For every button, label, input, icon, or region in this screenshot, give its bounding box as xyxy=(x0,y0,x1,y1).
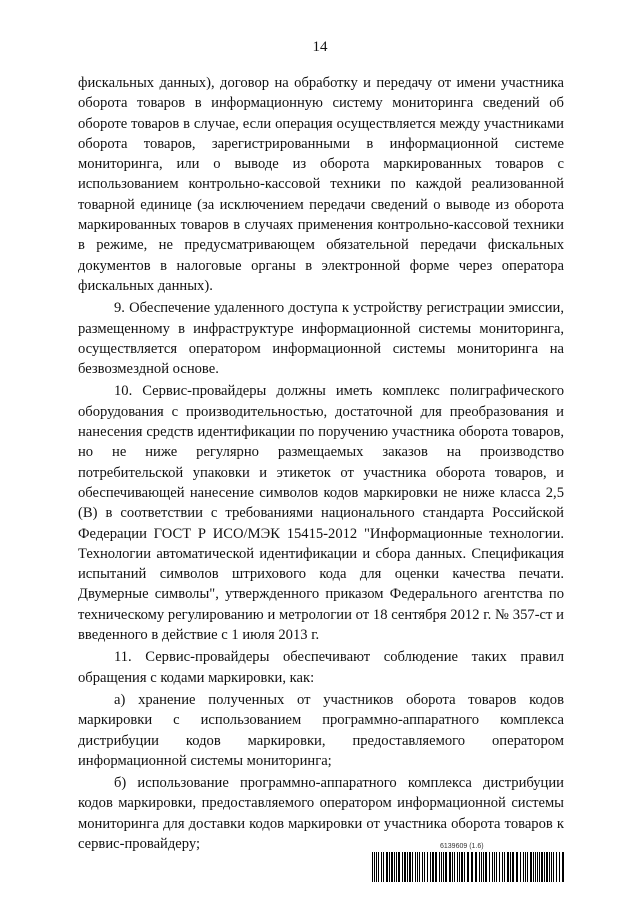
barcode-image xyxy=(372,852,564,882)
page-number: 14 xyxy=(312,39,328,55)
paragraph-item-11: 11. Сервис-провайдеры обеспечивают соблюдение таких правил обращения с кодами маркировки, как: xyxy=(78,649,564,686)
paragraph-subitem-b: б) использование программно-аппаратного комплекса дистрибуции кодов маркировки, предоставляемого оператором информационной системы мониторинга для доставки кодов маркировки от участника оборота товаров к сервис-провайдеру; xyxy=(78,775,564,852)
document-code: 6139609 (1.6) xyxy=(440,843,484,850)
paragraph-item-9: 9. Обеспечение удаленного доступа к устройству регистрации эмиссии, размещенному в инфраструктуре информационной системы мониторинга, осуществляется оператором информационной системы мониторинга на безвозмездной основе. xyxy=(78,300,564,378)
paragraph-subitem-a: а) хранение полученных от участников оборота товаров кодов маркировки с использованием программно-аппаратного комплекса дистрибуции кодов маркировки, предоставляемого оператором информационной системы мониторинга; xyxy=(78,691,564,769)
paragraph-continuation: фискальных данных), договор на обработку и передачу от имени участника оборота товаров в информационную систему мониторинга сведений об обороте товаров в случае, если операция осуществляется между участниками оборота товаров, зарегистрированными в информационной системе мониторинга, или о выводе из оборота маркированных товаров с использованием контрольно-кассовой техники по каждой реализованной товарной единице (за исключением передачи сведений о выводе из оборота маркированных товаров в случаях применения контрольно-кассовой техники в режиме, не предусматривающем обязательной передачи фискальных документов в налоговые органы в электронной форме через оператора фискальных данных). xyxy=(78,75,564,294)
document-body xyxy=(78,73,564,856)
paragraph-item-10: 10. Сервис-провайдеры должны иметь комплекс полиграфического оборудования с производительностью, достаточной для преобразования и нанесения средств идентификации по поручению участника оборота товаров, но не ниже регулярно размещаемых заказов на производство потребительской упаковки и этикеток от участника оборота товаров, и обеспечивающей нанесение символов кодов маркировки не ниже класса 2,5 (B) в соответствии с требованиями национального стандарта Российской Федерации ГОСТ Р ИСО/МЭК 15415-2012 "Информационные технологии. Технологии автоматической идентификации и сбора данных. Спецификация испытаний символов штрихового кода для оценки качества печати. Двумерные символы", утвержденного приказом Федерального агентства по техническому регулированию и метрологии от 18 сентября 2012 г. № 357-ст и введенного в действие с 1 июля 2013 г. xyxy=(78,383,564,644)
